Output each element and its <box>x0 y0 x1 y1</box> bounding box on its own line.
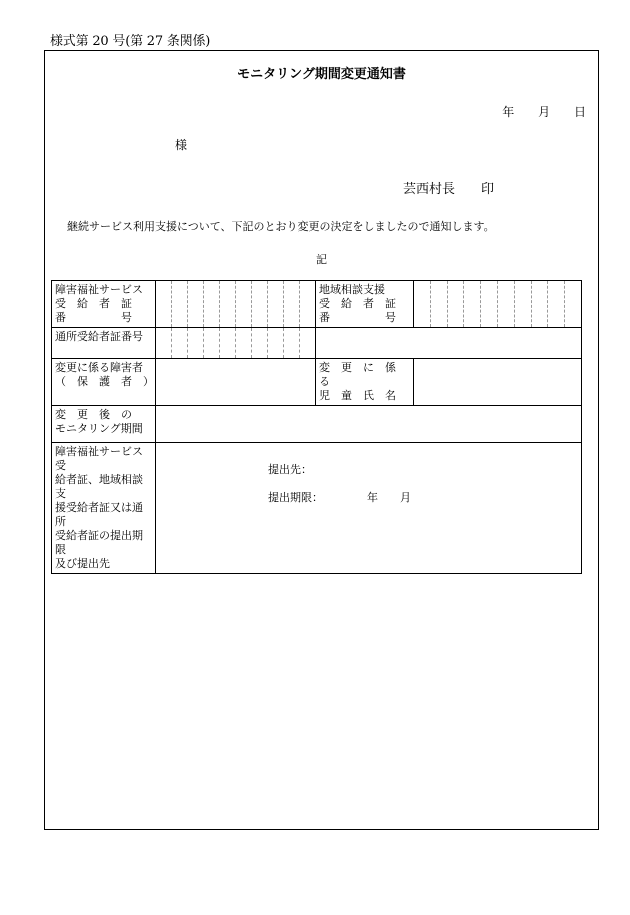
label-guardian: 変更に係る障害者 （ 保 護 者 ） <box>52 359 156 406</box>
label-service-cert: 障害福祉サービス 受 給 者 証 番 号 <box>52 281 156 328</box>
deadline-month: 月 <box>400 491 411 504</box>
document-frame <box>44 50 599 830</box>
date-year: 年 <box>502 105 515 119</box>
service-cert-number-field[interactable] <box>156 281 316 328</box>
document-title: モニタリング期間変更通知書 <box>237 67 406 82</box>
submit-to-label: 提出先： <box>268 463 312 476</box>
new-period-field[interactable] <box>156 406 582 443</box>
label-community-cert: 地域相談支援 受 給 者 証 番 号 <box>316 281 414 328</box>
date-month: 月 <box>538 105 551 119</box>
label-new-period: 変 更 後 の モニタリング期間 <box>52 406 156 443</box>
label-day-service-cert: 通所受給者証番号 <box>52 328 156 359</box>
label-child-name: 変 更 に 係 る 児 童 氏 名 <box>316 359 414 406</box>
body-text: 継続サービス利用支援について、下記のとおり変更の決定をしましたので通知します。 <box>67 220 495 233</box>
form-number: 様式第 20 号(第 27 条関係) <box>50 34 211 49</box>
deadline-line <box>268 489 411 505</box>
day-service-cert-number-field[interactable] <box>156 328 316 359</box>
info-table <box>51 280 582 574</box>
seal-mark: 印 <box>481 182 495 197</box>
deadline-label: 提出期限： <box>268 491 323 504</box>
date-day: 日 <box>573 105 586 119</box>
child-name-field[interactable] <box>414 359 582 406</box>
ki-heading: 記 <box>316 253 327 266</box>
sender <box>403 178 494 197</box>
community-cert-number-field[interactable] <box>414 281 582 328</box>
date-line <box>502 103 586 120</box>
table-row <box>52 328 582 359</box>
addressee-suffix: 様 <box>175 138 188 152</box>
guardian-name-field[interactable] <box>156 359 316 406</box>
table-row <box>52 443 582 574</box>
deadline-year: 年 <box>367 491 378 504</box>
table-row <box>52 406 582 443</box>
label-submission: 障害福祉サービス受 給者証、地域相談支 援受給者証又は通所 受給者証の提出期限 及び提出先 <box>52 443 156 574</box>
table-row <box>52 281 582 328</box>
table-row <box>52 359 582 406</box>
empty-cell <box>316 328 582 359</box>
sender-name: 芸西村長 <box>403 182 456 197</box>
submission-field[interactable] <box>156 443 582 574</box>
